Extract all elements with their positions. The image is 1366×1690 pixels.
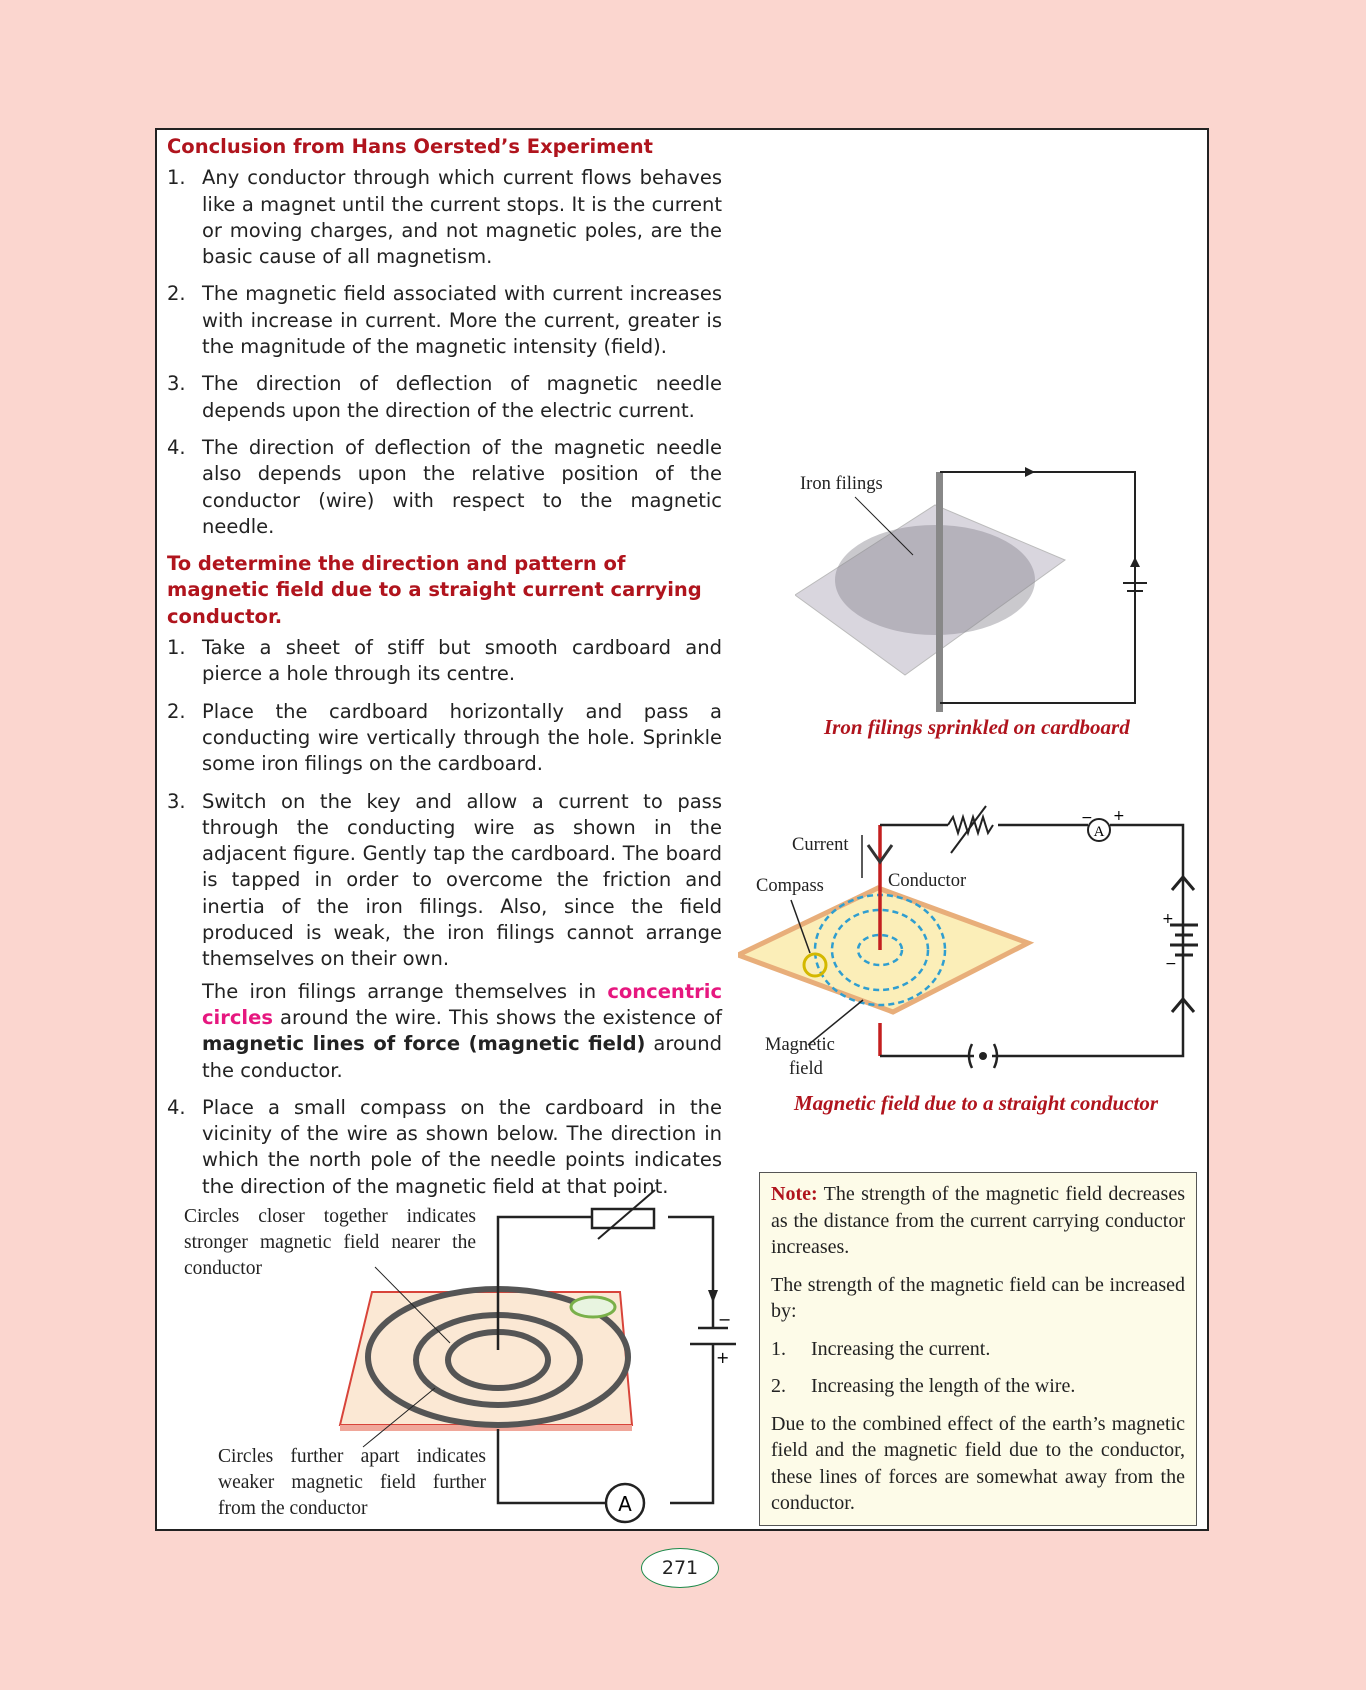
item-text: Switch on the key and allow a current to pass through the conducting wire as shown in the adjacent figure. Gently tap the cardboard. The board is tapped in order to overcome the friction and inertia of the iron filings. Also, since the field produced is weak, the iron filings cannot arrange themselves on their own. (202, 789, 722, 971)
filings-pattern (835, 525, 1035, 635)
figure1-caption: Iron filings sprinkled on cardboard (824, 715, 1130, 739)
item-text: The direction of deflection of magnetic needle depends upon the direction of the electric current. (202, 372, 722, 422)
item-text: Increasing the length of the wire. (811, 1375, 1076, 1397)
ammeter-label: A (1093, 824, 1105, 840)
arrow-icon (708, 1290, 718, 1303)
item-number: 4. (167, 435, 186, 459)
item-number: 1. (167, 636, 186, 660)
key-icon (979, 1052, 987, 1060)
list-item (167, 281, 722, 360)
para-text: around the conductor. (202, 1032, 722, 1082)
item-text: Place a small compass on the cardboard in the vicinity of the wire as shown below. The direction in which the north pole of the needle points indicates the direction of the magnetic field at that point. (202, 1095, 722, 1198)
figure2-caption: Magnetic field due to a straight conductor (794, 1091, 1159, 1115)
item-text: The magnetic field associated with current increases with increase in current. More the current, greater is the magnitude of the magnetic intensity (field). (202, 282, 722, 359)
item-text: Take a sheet of stiff but smooth cardboard and pierce a hole through its centre. (202, 636, 722, 686)
item-number: 1. (771, 1337, 786, 1360)
left-column (167, 134, 722, 1211)
list-item (167, 435, 722, 540)
minus-sign: − (718, 1310, 732, 1329)
para-text: around the wire. This shows the existence of (272, 1005, 722, 1029)
plus-sign: + (1162, 911, 1174, 927)
item-text: The direction of deflection of the magnetic needle also depends upon the relative position of the conductor (wire) with respect to the magnetic needle. (202, 435, 722, 538)
closer-circles-label: Circles closer together indicates stronger magnetic field nearer the conductor (184, 1206, 476, 1279)
minus-sign: − (1081, 810, 1093, 826)
further-circles-label: Circles further apart indicates weaker magnetic field further from the conductor (218, 1446, 486, 1519)
item-number: 2. (167, 282, 186, 306)
item-number: 2. (167, 699, 186, 723)
note-label: Note: (771, 1183, 818, 1205)
list-item (167, 371, 722, 424)
plus-sign: + (1113, 808, 1125, 824)
list-item (167, 699, 722, 778)
plus-sign: + (716, 1348, 730, 1367)
highlight-concentric-circles: concentric circles (202, 979, 722, 1029)
note-list-item (771, 1336, 1185, 1363)
note-paragraph: The strength of the magnetic field can be increased by: (771, 1273, 1185, 1322)
wire (936, 472, 943, 712)
item-text: Increasing the current. (811, 1337, 991, 1360)
iron-filings-label: Iron filings (800, 474, 883, 494)
cardboard (738, 888, 1028, 1012)
observation-paragraph (202, 979, 722, 1084)
note-paragraph: Due to the combined effect of the earth’s magnetic field and the magnetic field due to the conductor, these lines of forces are somewhat away from the conductor. (771, 1412, 1185, 1514)
item-number: 4. (167, 1095, 186, 1119)
minus-sign: − (1165, 956, 1177, 972)
note-text: The strength of the magnetic field decreases as the distance from the current carrying conductor increases. (771, 1183, 1185, 1258)
list-item (167, 635, 722, 688)
rheostat-icon (948, 817, 993, 833)
item-number: 3. (167, 372, 186, 396)
item-number: 1. (167, 166, 186, 190)
section-heading-procedure: To determine the direction and pattern of magnetic field due to a straight current carrying conductor. (167, 552, 702, 628)
section-heading-conclusion: Conclusion from Hans Oersted’s Experiment (167, 135, 653, 158)
arrow-icon (1025, 467, 1035, 477)
conclusion-list (167, 165, 722, 540)
ammeter-label: A (618, 1492, 632, 1516)
page-number: 271 (641, 1548, 719, 1588)
item-number: 3. (167, 789, 186, 813)
note-box (759, 1172, 1197, 1526)
procedure-list (167, 635, 722, 1200)
bold-magnetic-lines: magnetic lines of force (magnetic field) (202, 1032, 646, 1056)
conductor-label: Conductor (888, 871, 967, 891)
arrow-icon (1130, 557, 1140, 567)
current-label: Current (792, 835, 849, 855)
item-text: Any conductor through which current flows behaves like a magnet until the current stops. It is the current or moving charges, and not magnetic poles, are the basic cause of all magnetism. (202, 166, 722, 269)
compass-label: Compass (756, 876, 824, 896)
list-item (167, 165, 722, 270)
note-paragraph (771, 1181, 1185, 1261)
compass-icon (571, 1297, 615, 1317)
item-number: 2. (771, 1375, 786, 1397)
note-list-item (771, 1373, 1185, 1400)
item-text: Place the cardboard horizontally and pass a conducting wire vertically through the hole. Sprinkle some iron filings on the cardboard. (202, 699, 722, 776)
magnetic-label: Magnetic (765, 1035, 835, 1055)
list-item (167, 789, 722, 1084)
para-text: The iron filings arrange themselves in (202, 979, 608, 1003)
field-label: field (789, 1059, 823, 1079)
